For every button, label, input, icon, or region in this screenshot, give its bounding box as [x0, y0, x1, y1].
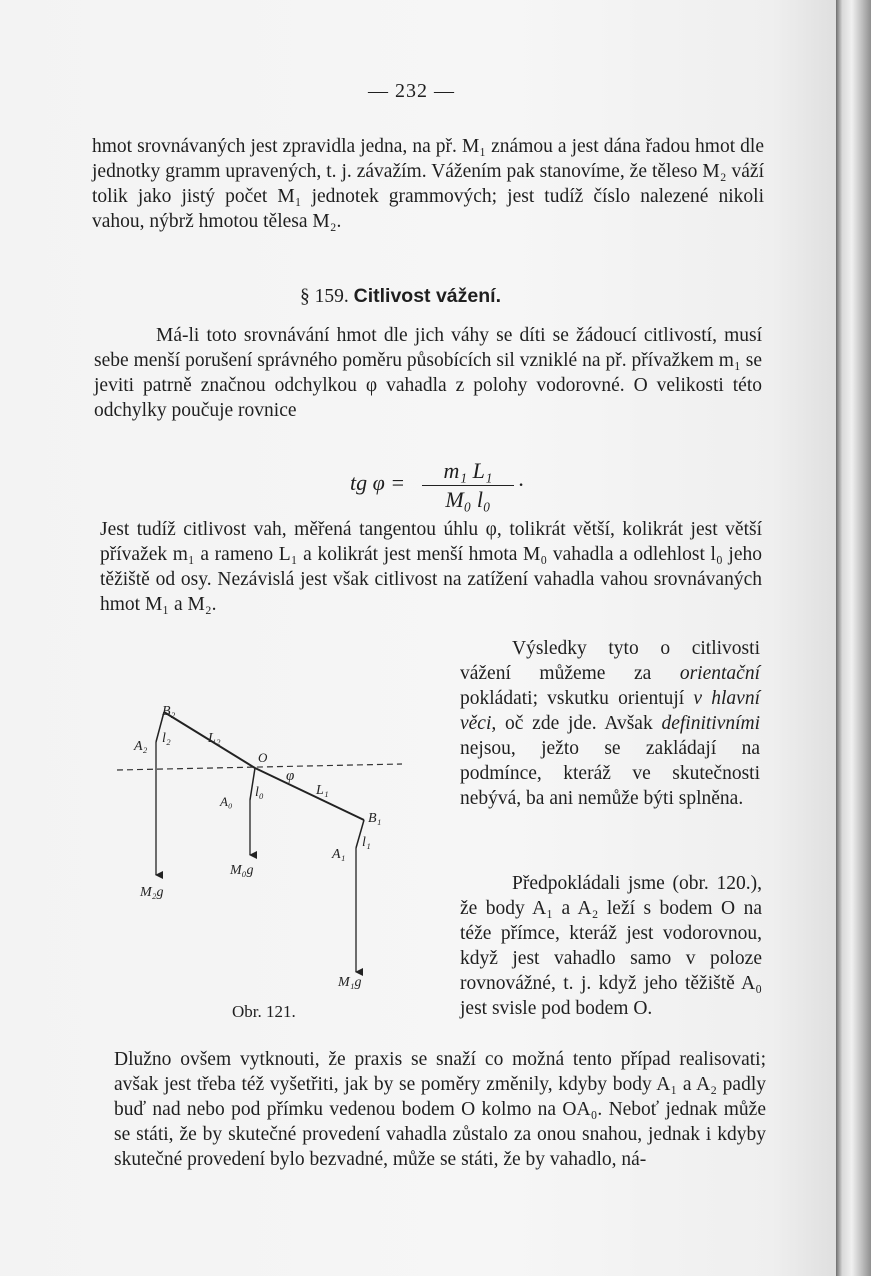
- formula-denominator: M₀ l₀: [445, 487, 491, 512]
- p4-emph-3: definitivními: [661, 713, 761, 734]
- book-page-edge: [836, 0, 871, 1276]
- p4-text-3: oč zde jde. Avšak: [505, 713, 653, 734]
- paragraph-4: [460, 636, 760, 811]
- paragraph-6: [114, 1047, 766, 1172]
- beam-right-arm: [255, 768, 364, 820]
- paragraph-2-text: Má-li toto srovnávání hmot dle jich váhy se díti se žádoucí citlivostí, musí sebe menší porušení správného poměru působících sil vzniklé na př. přívažkem m₁ se jeviti patrně značnou odchylkou φ vahadla z polohy vodorovné. O velikosti této odchylky poučuje rovnice: [94, 325, 762, 421]
- label-M2g: M₂g: [140, 885, 164, 900]
- figure-caption: Obr. 121.: [232, 1002, 296, 1021]
- p4-emph-2: v hlavní věci,: [460, 688, 760, 734]
- label-B2: B₂: [162, 704, 176, 719]
- p4-text-2: pokládati; vskutku orientují: [460, 688, 685, 709]
- paragraph-4-text: [460, 636, 760, 811]
- paragraph-2: [94, 323, 762, 423]
- page-number: — 232 —: [368, 80, 455, 102]
- label-phi: φ: [286, 768, 295, 784]
- p4-text-1: Výsledky tyto o citlivosti vážení můžeme za: [460, 638, 760, 684]
- paragraph-5: [460, 871, 762, 1021]
- p4-text-4: nejsou, ježto se zakládají na podmínce, kteráž ve skutečnosti nebývá, ba ani nemůže býti splněna.: [460, 738, 760, 809]
- paragraph-6-text: Dlužno ovšem vytknouti, že praxis se snaží co možná tento případ realisovati; avšak jest třeba též vyšetřiti, jak by se poměry změnily, kdyby body A₁ a A₂ padly buď nad nebo pod přímku vedenou bodem O kolmo na OA₀. Neboť jednak může se státi, že by skutečné provedení vahadla zůstalo za onou snahou, jednak i kdyby skutečné provedení bylo bezvadné, může se státi, že by vahadlo, ná-: [114, 1049, 766, 1170]
- balance-beam-figure: [112, 700, 412, 1000]
- formula-numerator: m₁ L₁: [443, 458, 493, 483]
- label-M0g: M₀g: [230, 863, 254, 878]
- paragraph-1-text: hmot srovnávaných jest zpravidla jedna, na př. M₁ známou a jest dána řadou hmot dle jednotky gramm upravených, t. j. závažím. Vážením pak stanovíme, že těleso M₂ váží tolik jako jistý počet M₁ jednotek grammových; jest tudíž číslo nalezené nikoli vahou, nýbrž hmotou tělesa M₂.: [92, 136, 764, 232]
- paragraph-3: [100, 517, 762, 617]
- label-A2: A₂: [134, 739, 148, 754]
- section-title: Citlivost vážení.: [353, 285, 501, 307]
- label-M1g: M₁g: [338, 975, 362, 990]
- formula-lhs: tg φ =: [350, 470, 406, 495]
- label-A1: A₁: [332, 847, 346, 862]
- p4-emph-1: orientační: [679, 663, 760, 684]
- label-L2: L₂: [208, 731, 221, 746]
- label-l0: l₀: [255, 785, 264, 800]
- paragraph-1: [92, 134, 764, 234]
- paragraph-3-text: Jest tudíž citlivost vah, měřená tangentou úhlu φ, tolikrát větší, kolikrát jest větší přívažek m₁ a rameno L₁ a kolikrát jest menší hmota M₀ vahadla a odlehlost l₀ jeho těžiště od osy. Nezávislá jest však citlivost na zatížení vahadla vahou srovnávaných hmot M₁ a M₂.: [100, 519, 762, 615]
- formula-trail: ·: [518, 472, 524, 497]
- section-number: § 159.: [300, 286, 349, 307]
- label-O: O: [258, 750, 268, 765]
- formula-fraction: [422, 458, 514, 513]
- label-A0: A₀: [220, 794, 233, 809]
- label-l2: l₂: [162, 731, 171, 746]
- label-L1: L₁: [316, 783, 329, 798]
- label-l1: l₁: [362, 835, 371, 850]
- section-heading: [300, 285, 501, 308]
- paragraph-5-text: Předpokládali jsme (obr. 120.), že body A₁ a A₂ leží s bodem O na téže přímce, kteráž jest vodorovnou, když jest vahadlo samo v poloze rovnovážné, t. j. když jeho těžiště A₀ jest svisle pod bodem O.: [460, 873, 762, 1019]
- label-B1: B₁: [368, 811, 382, 826]
- fraction-bar: [422, 485, 514, 486]
